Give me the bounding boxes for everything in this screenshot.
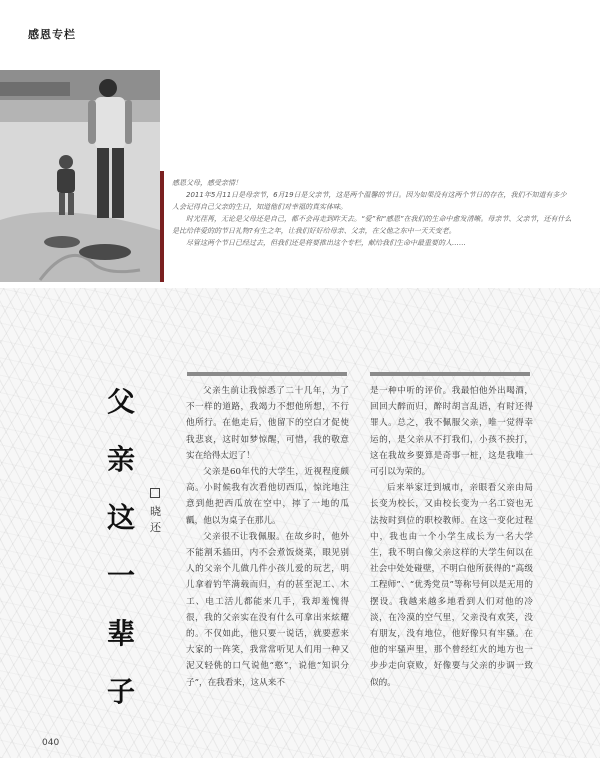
title-char: 子 <box>106 675 135 708</box>
father-child-photo <box>0 70 160 282</box>
author-byline <box>150 488 162 536</box>
article-paragraph: 父亲很不让我佩服。在故乡时，他外不能割禾插田，内不会煮饭烧菜，眼见别人的父亲个儿做几件小孩儿爱的玩艺，明儿拿着钓竿满载而归，有的甚至泥工、木工、电工活儿都能来几手，我却羞愧得很，我的父亲实在没有什么可拿出来炫耀的。不仅如此，他只要一说话，就要惹来大家的一阵笑，我常常听见人们用一种又泥又轻佻的口气说他“憨”，说他“知识分子”，在我看来，这从来不 <box>186 531 349 688</box>
right-column-rule <box>370 372 530 376</box>
title-char: 辈 <box>106 617 135 650</box>
article-right-column <box>370 383 533 691</box>
article-paragraph: 后来举家迁到城市，亲眼看父亲由局长变为校长，又由校长变为一名工资也无法按时到位的职校教师。在这一变化过程中，我也由一个小学生成长为一名大学生，我不明白像父亲这样的大学生何以在社会中处处碰壁，不明白他所获得的“高级工程师”、“优秀党员”等称号何以是无用的摆设。我越来越多地看到人们对他的冷淡，在冷漠的空气里，父亲没有欢笑，没有朋友，没有地位，他好像只有牢骚。在他的牢骚声里，那个曾经红火的地方也一步步走向衰败，好像要与父亲的步调一致似的。 <box>370 483 533 688</box>
article-paragraph: 父亲生前让我惊悉了二十几年，为了不一样的道路，我竭力不想他所想，不行他所行。在他走后，他留下的空白才促使我悲哀，这时如梦惊醒，可惜，我的敬意实在给得太迟了！ <box>186 386 349 461</box>
intro-paragraph: 感恩父母，感受亲情！ <box>172 179 242 187</box>
left-column-rule <box>187 372 347 376</box>
intro-section <box>172 177 572 249</box>
intro-accent-bar <box>160 171 164 282</box>
title-char: 父 <box>106 385 135 418</box>
title-char: 这 <box>106 501 135 534</box>
article-paragraph: 是一种中听的评价。我最怕他外出喝酒，回回大醉而归，醉时胡言乱语，有时还得罪人。总之，我不佩服父亲，唯一觉得幸运的，是父亲从不打我们，小孩不挨打，这在我故乡要算是奇事一桩，这是我唯一可引以为荣的。 <box>370 386 533 478</box>
column-label: 感恩专栏 <box>28 28 76 41</box>
intro-paragraph: 2011年5月11日是母亲节，6月19日是父亲节，这是两个温馨的节日。因为如果没有这两个节日的存在，我们不知道有多少人会记得自己父亲的生日，知道他们对幸福的真实体味。 <box>172 191 567 211</box>
intro-paragraph: 时光荏苒，无论是父母还是自己，都不会再走到昨天去。“爱”和“感恩”在我们的生命中愈发清晰。母亲节、父亲节，还有什么是比给伴爱的的节日礼物?有生之年，让我们好好给母亲、父亲，在父他之东中一天天变老。 <box>172 215 572 235</box>
title-char: 亲 <box>106 443 135 476</box>
author-char: 还 <box>150 521 161 534</box>
author-char: 晓 <box>150 505 161 518</box>
article-left-column <box>186 383 349 691</box>
page-number: 040 <box>42 738 60 748</box>
byline-box-icon <box>150 488 160 498</box>
intro-paragraph: 尽管这两个节日已经过去，但我们还是将要推出这个专栏，献给我们生命中最重要的人…… <box>186 239 466 247</box>
article-paragraph: 父亲是60年代的大学生，近视程度颇高。小时候我有次看他切西瓜，惊诧地注意到他把西瓜放在空中，摔了一地的瓜瓤，他以为桌子在那儿。 <box>186 467 349 526</box>
title-char: 一 <box>106 559 135 592</box>
beach-scene-illustration <box>0 70 160 282</box>
article-title <box>103 385 139 733</box>
